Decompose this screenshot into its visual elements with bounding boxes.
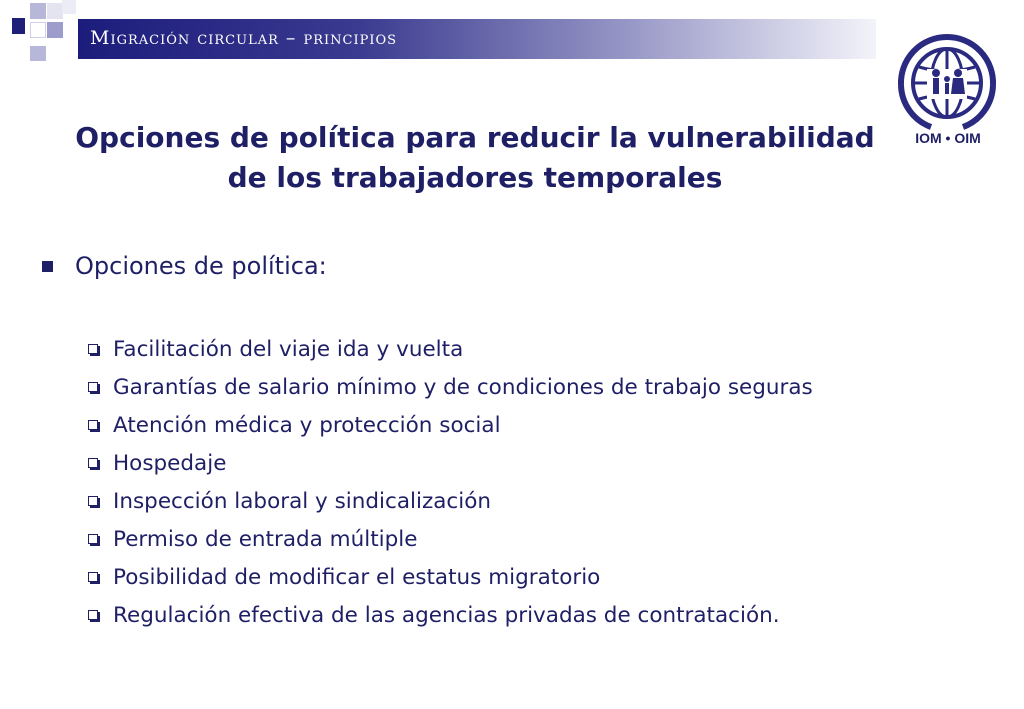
list-item: Regulación efectiva de las agencias privadas de contratación. xyxy=(88,596,813,634)
checkbox-bullet-icon xyxy=(88,382,98,392)
title-line-1: Opciones de política para reducir la vulnerabilidad xyxy=(75,121,875,154)
slide-title xyxy=(60,118,890,198)
policy-options-list xyxy=(88,330,813,634)
section-label: Opciones de política: xyxy=(75,252,327,280)
list-item: Permiso de entrada múltiple xyxy=(88,520,813,558)
title-line-2: de los trabajadores temporales xyxy=(227,161,723,194)
list-item: Garantías de salario mínimo y de condiciones de trabajo seguras xyxy=(88,368,813,406)
list-item: Facilitación del viaje ida y vuelta xyxy=(88,330,813,368)
decor-square xyxy=(30,3,46,19)
decor-square xyxy=(47,3,63,19)
header-title: Migración circular – principios xyxy=(90,27,398,49)
checkbox-bullet-icon xyxy=(88,458,98,468)
checkbox-bullet-icon xyxy=(88,420,98,430)
checkbox-bullet-icon xyxy=(88,534,98,544)
section-bullet xyxy=(42,252,327,280)
list-item: Posibilidad de modificar el estatus migratorio xyxy=(88,558,813,596)
decor-square xyxy=(30,22,46,38)
checkbox-bullet-icon xyxy=(88,344,98,354)
list-item: Hospedaje xyxy=(88,444,813,482)
logo-text: IOM • OIM xyxy=(915,130,981,146)
checkbox-bullet-icon xyxy=(88,572,98,582)
decor-square xyxy=(47,22,63,38)
list-item: Inspección laboral y sindicalización xyxy=(88,482,813,520)
list-item: Atención médica y protección social xyxy=(88,406,813,444)
square-bullet-icon xyxy=(42,261,53,272)
decor-square xyxy=(62,0,76,14)
decor-square xyxy=(12,18,25,34)
checkbox-bullet-icon xyxy=(88,496,98,506)
checkbox-bullet-icon xyxy=(88,610,98,620)
decor-square xyxy=(30,46,46,61)
